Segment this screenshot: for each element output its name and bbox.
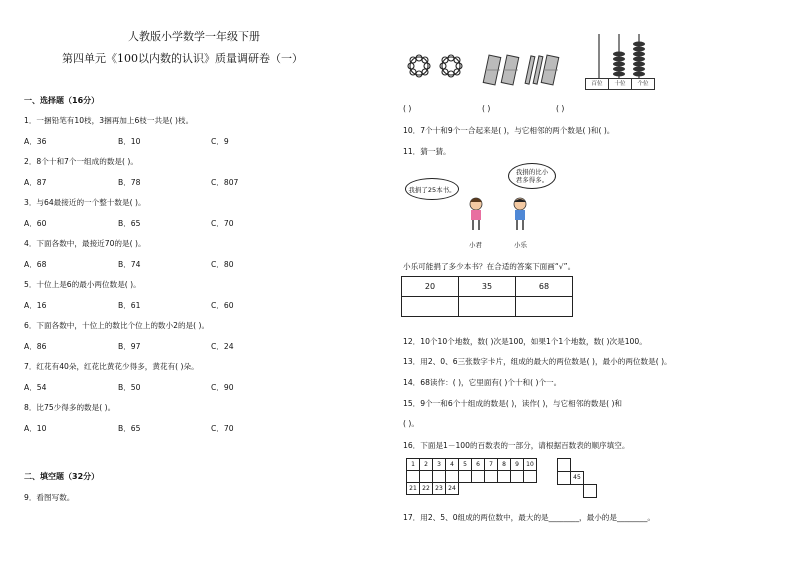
question-text: 8．比75少得多的数是( )。 <box>24 403 116 412</box>
answer-cell[interactable] <box>583 484 597 498</box>
option-b[interactable]: B．61 <box>118 301 141 310</box>
table-cell: 22 <box>420 483 433 495</box>
answer-cell[interactable] <box>524 471 537 483</box>
question-text: 3．与64最接近的一个整十数是( )。 <box>24 198 146 207</box>
children-figure <box>462 196 542 236</box>
answer-blank[interactable]: ( ) <box>482 104 491 113</box>
child-name: 小乐 <box>514 241 527 249</box>
abacus-label: 百位 <box>586 79 609 89</box>
question-text: 6．下面各数中，十位上的数比个位上的数小2的是( )。 <box>24 321 210 330</box>
question-text: 4．下面各数中，最接近70的是( )。 <box>24 239 146 248</box>
answer-blank[interactable]: ( ) <box>403 104 412 113</box>
table-cell: 6 <box>472 459 485 471</box>
answer-cell[interactable] <box>420 471 433 483</box>
table-cell: 9 <box>511 459 524 471</box>
question-text: 10．7个十和9个一合起来是( )，与它相邻的两个数是( )和( )。 <box>403 126 615 135</box>
option-b[interactable]: B．50 <box>118 383 141 392</box>
answer-cell[interactable] <box>485 471 498 483</box>
answer-cell[interactable] <box>557 458 571 472</box>
option-c[interactable]: C．70 <box>211 424 234 433</box>
option-c[interactable]: C．80 <box>211 260 234 269</box>
option-b[interactable]: B．65 <box>118 424 141 433</box>
speech-bubble: 我捐的比小君多得多。 <box>508 163 556 189</box>
answer-table <box>401 276 573 317</box>
hundreds-stair <box>557 458 627 502</box>
option-b[interactable]: B．65 <box>118 219 141 228</box>
question-text: 12．10个10个地数，数( )次是100，如果1个1个地数，数( )次是100。 <box>403 337 647 346</box>
question-text: 16．下面是1－100的百数表的一部分，请根据百数表的顺序填空。 <box>403 441 630 450</box>
table-cell: 45 <box>570 471 584 485</box>
answer-cell[interactable] <box>459 297 516 317</box>
table-cell: 3 <box>433 459 446 471</box>
page-title: 人教版小学数学一年级下册 <box>128 30 260 43</box>
option-a[interactable]: A．36 <box>24 137 47 146</box>
circle-beads-figure <box>405 52 475 80</box>
table-cell: 1 <box>407 459 420 471</box>
option-c[interactable]: C．24 <box>211 342 234 351</box>
answer-blank[interactable]: ( ) <box>556 104 565 113</box>
abacus-label: 十位 <box>609 79 632 89</box>
pencil-bundles-figure <box>482 52 566 88</box>
table-cell: 4 <box>446 459 459 471</box>
table-cell: 5 <box>459 459 472 471</box>
question-text: 2．8个十和7个一组成的数是( )。 <box>24 157 138 166</box>
table-cell: 20 <box>402 277 459 297</box>
answer-cell[interactable] <box>407 471 420 483</box>
question-text: 小乐可能捐了多少本书？在合适的答案下面画“√”。 <box>403 262 576 271</box>
option-c[interactable]: C．70 <box>211 219 234 228</box>
question-text: 17．用2、5、0组成的两位数中，最大的是________，最小的是________。 <box>403 513 655 522</box>
table-cell: 24 <box>446 483 459 495</box>
table-cell: 35 <box>459 277 516 297</box>
hundreds-grid <box>406 458 537 495</box>
answer-cell[interactable] <box>433 471 446 483</box>
answer-cell[interactable] <box>472 471 485 483</box>
table-cell: 10 <box>524 459 537 471</box>
option-a[interactable]: A．54 <box>24 383 47 392</box>
table-cell: 8 <box>498 459 511 471</box>
answer-cell[interactable] <box>498 471 511 483</box>
section-title: 二、填空题（32分） <box>24 472 100 481</box>
speech-bubble: 我捐了25本书。 <box>405 178 459 200</box>
page-subtitle: 第四单元《100以内数的认识》质量调研卷（一） <box>62 52 303 65</box>
abacus-figure <box>585 34 655 90</box>
option-a[interactable]: A．10 <box>24 424 47 433</box>
option-c[interactable]: C．90 <box>211 383 234 392</box>
section-title: 一、选择题（16分） <box>24 96 100 105</box>
answer-cell[interactable] <box>516 297 573 317</box>
table-cell: 23 <box>433 483 446 495</box>
abacus-label: 个位 <box>637 81 649 87</box>
table-cell: 68 <box>516 277 573 297</box>
option-a[interactable]: A．68 <box>24 260 47 269</box>
option-c[interactable]: C．807 <box>211 178 239 187</box>
table-cell: 2 <box>420 459 433 471</box>
question-text: 1．一捆铅笔有10枝，3捆再加上6枝一共是( )枝。 <box>24 116 194 125</box>
option-b[interactable]: B．78 <box>118 178 141 187</box>
option-a[interactable]: A．86 <box>24 342 47 351</box>
question-text: 11．猜一猜。 <box>403 147 451 156</box>
question-text: 13．用2、0、6三张数字卡片，组成的最大的两位数是( )，最小的两位数是( )。 <box>403 357 672 366</box>
question-text: 5．十位上是6的最小两位数是( )。 <box>24 280 141 289</box>
question-text: 15．9个一和6个十组成的数是( )，读作( )，与它相邻的数是( )和 <box>403 399 622 408</box>
answer-cell[interactable] <box>511 471 524 483</box>
option-a[interactable]: A．60 <box>24 219 47 228</box>
answer-cell[interactable] <box>402 297 459 317</box>
question-text: 7．红花有40朵，红花比黄花少得多，黄花有( )朵。 <box>24 362 199 371</box>
question-text: ( )。 <box>403 419 419 428</box>
option-b[interactable]: B．74 <box>118 260 141 269</box>
option-c[interactable]: C．9 <box>211 137 229 146</box>
question-text: 9．看图写数。 <box>24 493 75 502</box>
answer-cell[interactable] <box>459 471 472 483</box>
table-cell: 21 <box>407 483 420 495</box>
option-a[interactable]: A．16 <box>24 301 47 310</box>
answer-cell[interactable] <box>557 471 571 485</box>
child-name: 小君 <box>469 241 482 249</box>
table-cell: 7 <box>485 459 498 471</box>
question-text: 14．68读作：( )，它里面有( )个十和( )个一。 <box>403 378 562 387</box>
option-b[interactable]: B．97 <box>118 342 141 351</box>
option-b[interactable]: B．10 <box>118 137 141 146</box>
answer-cell[interactable] <box>446 471 459 483</box>
option-c[interactable]: C．60 <box>211 301 234 310</box>
option-a[interactable]: A．87 <box>24 178 47 187</box>
